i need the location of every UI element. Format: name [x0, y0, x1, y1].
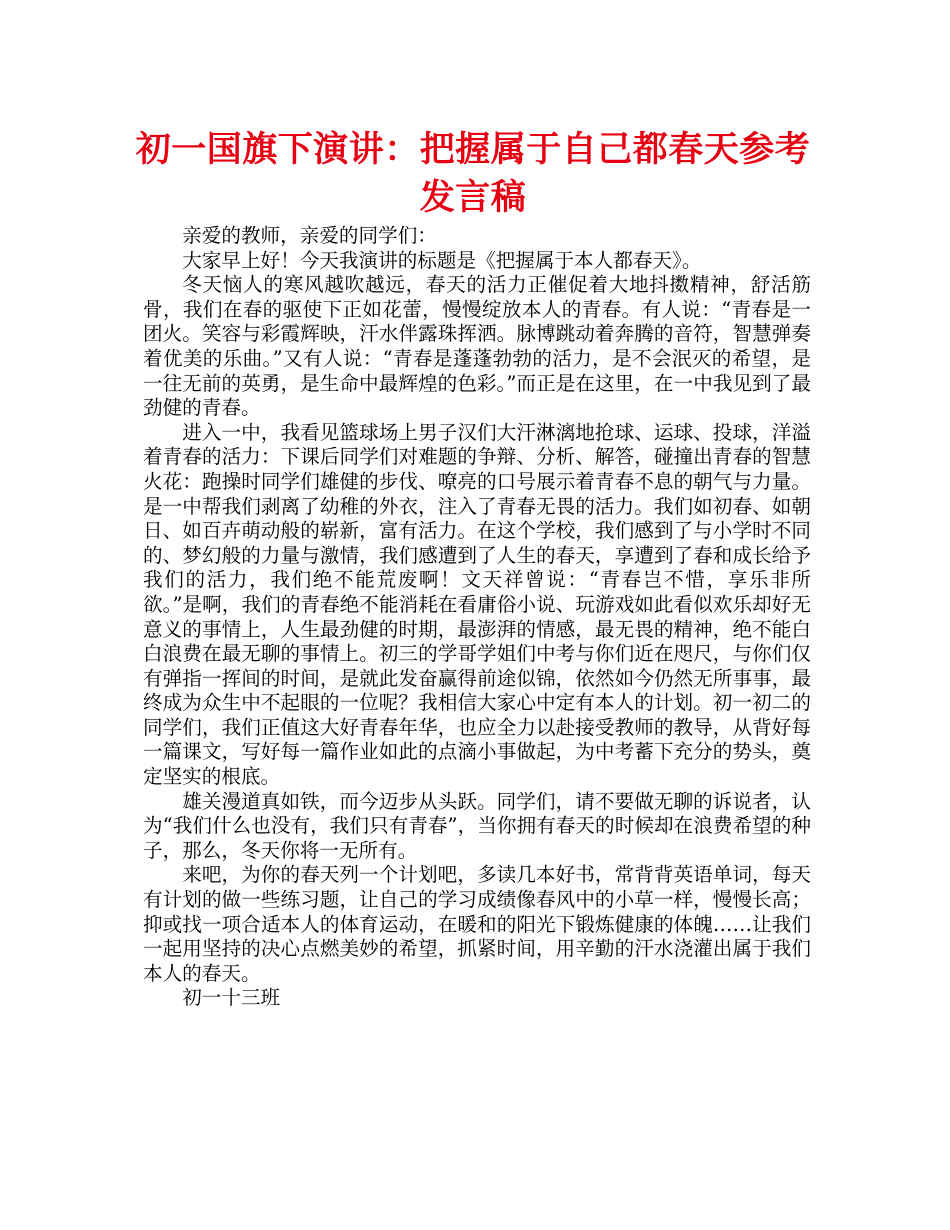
body-paragraph: 进入一中，我看见篮球场上男子汉们大汗淋漓地抢球、运球、投球，洋溢着青春的活力：下课后同学们对难题的争辩、分析、解答，碰撞出青春的智慧火花：跑操时同学们雄健的步伐、嘹亮的口号展示着青春不息的朝气与力量。是一中帮我们剥离了幼稚的外衣，注入了青春无畏的活力。我们如初春、如朝日、如百卉萌动般的崭新，富有活力。在这个学校，我们感到了与小学时不同的、梦幻般的力量与激情，我们感遭到了人生的春天，享遭到了春和成长给予我们的活力，我们绝不能荒废啊！文天祥曾说：“青春岂不惜，享乐非所欲。”是啊，我们的青春绝不能消耗在看庸俗小说、玩游戏如此看似欢乐却好无意义的事情上，人生最劲健的时期，最澎湃的情感，最无畏的精神，绝不能白白浪费在最无聊的事情上。初三的学哥学姐们中考与你们近在咫尺，与你们仅有弹指一挥间的时间，是就此发奋赢得前途似锦，依然如今仍然无所事事，最终成为众生中不起眼的一位呢？我相信大家心中定有本人的计划。初一初二的同学们，我们正值这大好青春年华，也应全力以赴接受教师的教导，从背好每一篇课文，写好每一篇作业如此的点滴小事做起，为中考蓄下充分的势头，奠定坚实的根底。 [143, 420, 811, 789]
document-page [135, 126, 811, 1011]
document-body [143, 224, 811, 1011]
body-paragraph: 雄关漫道真如铁，而今迈步从头跃。同学们，请不要做无聊的诉说者，认为“我们什么也没有，我们只有青春”，当你拥有春天的时候却在浪费希望的种子，那么，冬天你将一无所有。 [143, 789, 811, 862]
body-paragraph: 来吧，为你的春天列一个计划吧，多读几本好书，常背背英语单词，每天有计划的做一些练习题，让自己的学习成绩像春风中的小草一样，慢慢长高；抑或找一项合适本人的体育运动，在暖和的阳光下锻炼健康的体魄……让我们一起用坚持的决心点燃美妙的希望，抓紧时间，用辛勤的汗水浇灌出属于我们本人的春天。 [143, 863, 811, 985]
body-paragraph: 冬天恼人的寒风越吹越远，春天的活力正催促着大地抖擞精神，舒活筋骨，我们在春的驱使下正如花蕾，慢慢绽放本人的青春。有人说：“青春是一团火。笑容与彩霞辉映，汗水伴露珠挥洒。脉博跳动着奔腾的音符，智慧弹奏着优美的乐曲。”又有人说：“青春是蓬蓬勃勃的活力，是不会泯灭的希望，是一往无前的英勇，是生命中最辉煌的色彩。”而正是在这里，在一中我见到了最劲健的青春。 [143, 273, 811, 420]
document-title: 初一国旗下演讲：把握属于自己都春天参考发言稿 [135, 130, 811, 218]
signature-class: 初一十三班 [182, 986, 281, 1010]
salutation: 亲爱的教师，亲爱的同学们： [182, 224, 437, 247]
greeting-paragraph: 大家早上好！今天我演讲的标题是《把握属于本人都春天》。 [182, 248, 702, 272]
